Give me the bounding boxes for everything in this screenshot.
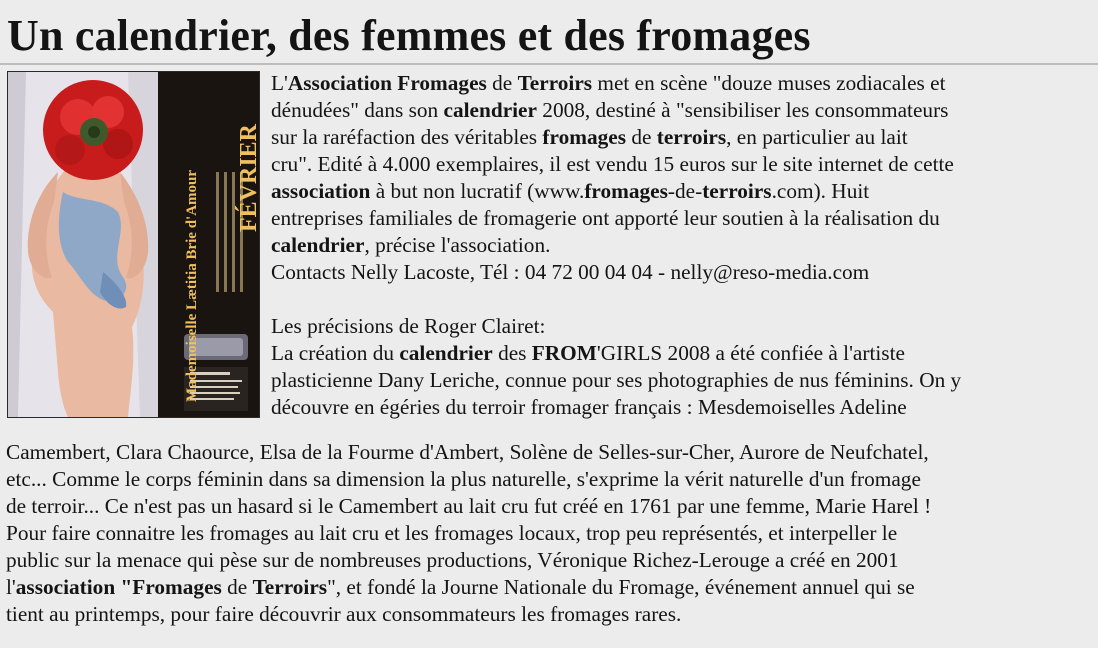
text-run: entreprises familiales de fromagerie ont apporté leur soutien à la réalisation du bbox=[271, 206, 940, 230]
text-line bbox=[271, 340, 961, 367]
text-run: l' bbox=[6, 575, 16, 599]
text-line bbox=[271, 205, 961, 232]
text-run: des bbox=[492, 341, 532, 365]
bold-text-run: calendrier bbox=[399, 341, 493, 365]
text-run: de bbox=[626, 125, 657, 149]
text-line bbox=[6, 493, 931, 520]
text-run: 'GIRLS 2008 a été confiée à l'artiste bbox=[596, 341, 905, 365]
text-run: L' bbox=[271, 71, 288, 95]
bold-text-run: terroirs bbox=[656, 125, 727, 149]
text-run: met en scène "douze muses zodiacales et bbox=[592, 71, 946, 95]
bold-text-run: FROM bbox=[531, 341, 597, 365]
text-line bbox=[271, 259, 961, 286]
bold-text-run: terroirs bbox=[702, 179, 772, 203]
text-line bbox=[271, 367, 961, 394]
calendar-photo bbox=[7, 71, 260, 418]
article-full-width-text bbox=[6, 439, 931, 628]
paragraph-2-column bbox=[271, 313, 961, 421]
text-run: cru". Edité à 4.000 exemplaires, il est vendu 15 euros sur le site internet de cette bbox=[271, 152, 954, 176]
text-line bbox=[6, 466, 931, 493]
text-run: de terroir... Ce n'est pas un hasard si le Camembert au lait cru fut créé en 1761 par une femme, Marie Harel ! bbox=[6, 494, 932, 518]
text-line bbox=[271, 97, 961, 124]
bold-text-run: association bbox=[271, 179, 371, 203]
text-line bbox=[6, 574, 931, 601]
text-run: La création du bbox=[271, 341, 400, 365]
title-divider bbox=[0, 63, 1098, 65]
text-run: découvre en égéries du terroir fromager français : Mesdemoiselles Adeline bbox=[271, 395, 907, 419]
calendar-illustration bbox=[8, 72, 262, 417]
text-run: public sur la menace qui pèse sur de nombreuses productions, Véronique Richez-Lerouge a créé en 2001 bbox=[6, 548, 899, 572]
text-run: , en particulier au lait bbox=[726, 125, 908, 149]
paragraph-2-full bbox=[6, 439, 931, 628]
text-run: -de- bbox=[667, 179, 703, 203]
text-run: tient au printemps, pour faire découvrir aux consommateurs les fromages rares. bbox=[6, 602, 682, 626]
text-line bbox=[271, 178, 961, 205]
text-run: sur la raréfaction des véritables bbox=[271, 125, 543, 149]
text-run: 2008, destiné à "sensibiliser les consommateurs bbox=[536, 98, 949, 122]
text-run: dénudées" dans son bbox=[271, 98, 444, 122]
text-line bbox=[271, 151, 961, 178]
text-line bbox=[271, 70, 961, 97]
bold-text-run: Terroirs bbox=[252, 575, 328, 599]
text-run: , précise l'association. bbox=[364, 233, 551, 257]
bold-text-run: Association Fromages bbox=[287, 71, 487, 95]
text-run: de bbox=[486, 71, 518, 95]
flower-center bbox=[88, 126, 100, 138]
bold-text-run: Terroirs bbox=[517, 71, 593, 95]
text-run: de bbox=[221, 575, 253, 599]
paragraph-1 bbox=[271, 70, 961, 286]
article-column-text bbox=[271, 70, 961, 421]
text-line bbox=[271, 394, 961, 421]
text-run: à but non lucratif (www. bbox=[370, 179, 585, 203]
text-run: etc... Comme le corps féminin dans sa dimension la plus naturelle, s'exprime la vérit naturelle d'un fromage bbox=[6, 467, 921, 491]
text-run: Pour faire connaitre les fromages au lait cru et les fromages locaux, trop peu représentés, et interpeller le bbox=[6, 521, 898, 545]
text-line bbox=[271, 232, 961, 259]
text-line bbox=[271, 313, 961, 340]
bold-text-run: fromages bbox=[584, 179, 668, 203]
calendar-caption: Mademoiselle Lætitia Brie d'Amour bbox=[184, 169, 200, 402]
bold-text-run: fromages bbox=[542, 125, 627, 149]
text-run: Contacts Nelly Lacoste, Tél : 04 72 00 04 04 - nelly@reso-media.com bbox=[271, 260, 870, 284]
text-run: Les précisions de Roger Clairet: bbox=[271, 314, 546, 338]
bold-text-run: association "Fromages bbox=[15, 575, 222, 599]
text-run: .com). Huit bbox=[771, 179, 870, 203]
text-line bbox=[6, 439, 931, 466]
text-line bbox=[6, 601, 931, 628]
paragraph-spacer bbox=[271, 286, 961, 313]
text-run: plasticienne Dany Leriche, connue pour ses photographies de nus féminins. On y bbox=[271, 368, 962, 392]
text-line bbox=[6, 547, 931, 574]
text-run: Camembert, Clara Chaource, Elsa de la Fourme d'Ambert, Solène de Selles-sur-Cher, Aurore de Neufchatel, bbox=[6, 440, 929, 464]
calendar-month: FÉVRIER bbox=[236, 123, 262, 232]
text-line bbox=[6, 520, 931, 547]
bold-text-run: calendrier bbox=[443, 98, 537, 122]
article-title: Un calendrier, des femmes et des fromages bbox=[7, 11, 811, 60]
bold-text-run: calendrier bbox=[271, 233, 365, 257]
text-line bbox=[271, 124, 961, 151]
text-run: ", et fondé la Journe Nationale du Fromage, événement annuel qui se bbox=[327, 575, 915, 599]
flower-petal bbox=[55, 135, 85, 165]
dark-panel bbox=[158, 72, 259, 417]
